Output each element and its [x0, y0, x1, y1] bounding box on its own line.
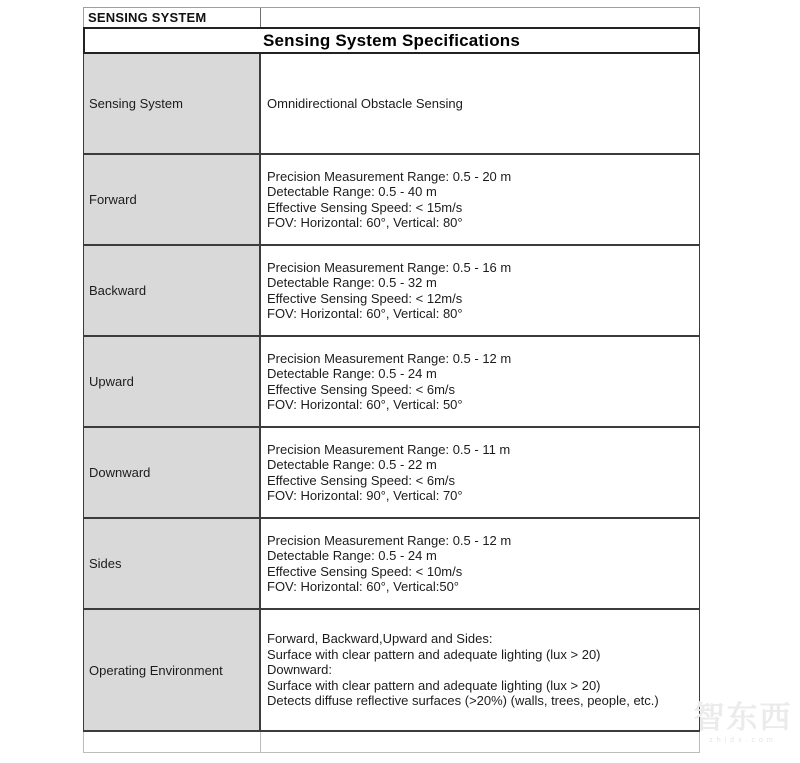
spec-line: Downward: [267, 662, 333, 678]
row-value-cell [261, 155, 699, 244]
spec-line: Precision Measurement Range: 0.5 - 12 m [267, 350, 512, 366]
row-label: Sensing System [89, 96, 183, 111]
row-value-cell [261, 519, 699, 608]
table-title: Sensing System Specifications [262, 30, 521, 50]
row-label-cell [84, 428, 261, 517]
row-value-cell [261, 428, 699, 517]
spec-line: Surface with clear pattern and adequate lighting (lux > 20) [267, 646, 601, 662]
spec-line: Surface with clear pattern and adequate lighting (lux > 20) [267, 677, 601, 693]
row-label-cell [84, 519, 261, 608]
row-label-cell [84, 610, 261, 730]
spec-line: FOV: Horizontal: 60°, Vertical:50° [267, 579, 459, 594]
watermark-url: zhidx.com [709, 737, 777, 744]
spec-line: Effective Sensing Speed: < 12m/s [267, 290, 463, 306]
empty-value-cell [261, 732, 699, 752]
spec-line: FOV: Horizontal: 60°, Vertical: 80° [267, 306, 463, 321]
spec-line: Effective Sensing Speed: < 15m/s [267, 199, 463, 215]
spec-line: Detectable Range: 0.5 - 24 m [267, 366, 437, 381]
row-label-cell [84, 54, 261, 153]
table-header-empty-cell [261, 8, 699, 27]
spec-line: FOV: Horizontal: 60°, Vertical: 50° [267, 397, 463, 412]
watermark [686, 700, 800, 745]
table-title-row [83, 27, 700, 54]
row-value-cell [261, 54, 699, 153]
spec-line: Detectable Range: 0.5 - 40 m [267, 184, 437, 199]
table-header-row [83, 7, 700, 27]
spec-line: Detects diffuse reflective surfaces (>20%) (walls, trees, people, etc.) [267, 693, 659, 709]
row-label: Sides [89, 556, 122, 571]
spec-line: Effective Sensing Speed: < 6m/s [267, 381, 456, 397]
spec-line: Forward, Backward,Upward and Sides: [267, 631, 493, 647]
table-row [83, 54, 700, 155]
spec-line: Detectable Range: 0.5 - 32 m [267, 275, 437, 290]
row-value-cell [261, 337, 699, 426]
row-value-cell [261, 246, 699, 335]
spec-line: Precision Measurement Range: 0.5 - 12 m [267, 532, 512, 548]
spec-line: Effective Sensing Speed: < 10m/s [267, 563, 463, 579]
table-empty-row [83, 732, 700, 753]
spec-line: Precision Measurement Range: 0.5 - 11 m [267, 441, 511, 457]
table-row [83, 155, 700, 246]
spec-line: Precision Measurement Range: 0.5 - 20 m [267, 168, 512, 184]
row-label: Operating Environment [89, 662, 223, 678]
spec-line: FOV: Horizontal: 60°, Vertical: 80° [267, 215, 463, 230]
spec-line: Detectable Range: 0.5 - 24 m [267, 548, 437, 563]
table-header-label: SENSING SYSTEM [84, 8, 261, 27]
row-label: Backward [89, 283, 147, 298]
row-value-cell [261, 610, 699, 730]
spec-line: Effective Sensing Speed: < 6m/s [267, 472, 456, 488]
spec-line: Precision Measurement Range: 0.5 - 16 m [267, 259, 512, 275]
spec-line: Omnidirectional Obstacle Sensing [267, 95, 463, 111]
table-row [83, 246, 700, 337]
table-row [83, 428, 700, 519]
row-label: Upward [89, 374, 134, 389]
spec-line: FOV: Horizontal: 90°, Vertical: 70° [267, 488, 463, 503]
table-row [83, 337, 700, 428]
table-row [83, 519, 700, 610]
row-label-cell [84, 246, 261, 335]
sensing-system-table [83, 7, 700, 753]
empty-label-cell [84, 732, 261, 752]
row-label: Downward [89, 465, 151, 480]
row-label: Forward [89, 192, 137, 207]
row-label-cell [84, 155, 261, 244]
table-row [83, 610, 700, 732]
watermark-logo: 智东西 [693, 700, 793, 735]
spec-line: Detectable Range: 0.5 - 22 m [267, 457, 437, 472]
row-label-cell [84, 337, 261, 426]
